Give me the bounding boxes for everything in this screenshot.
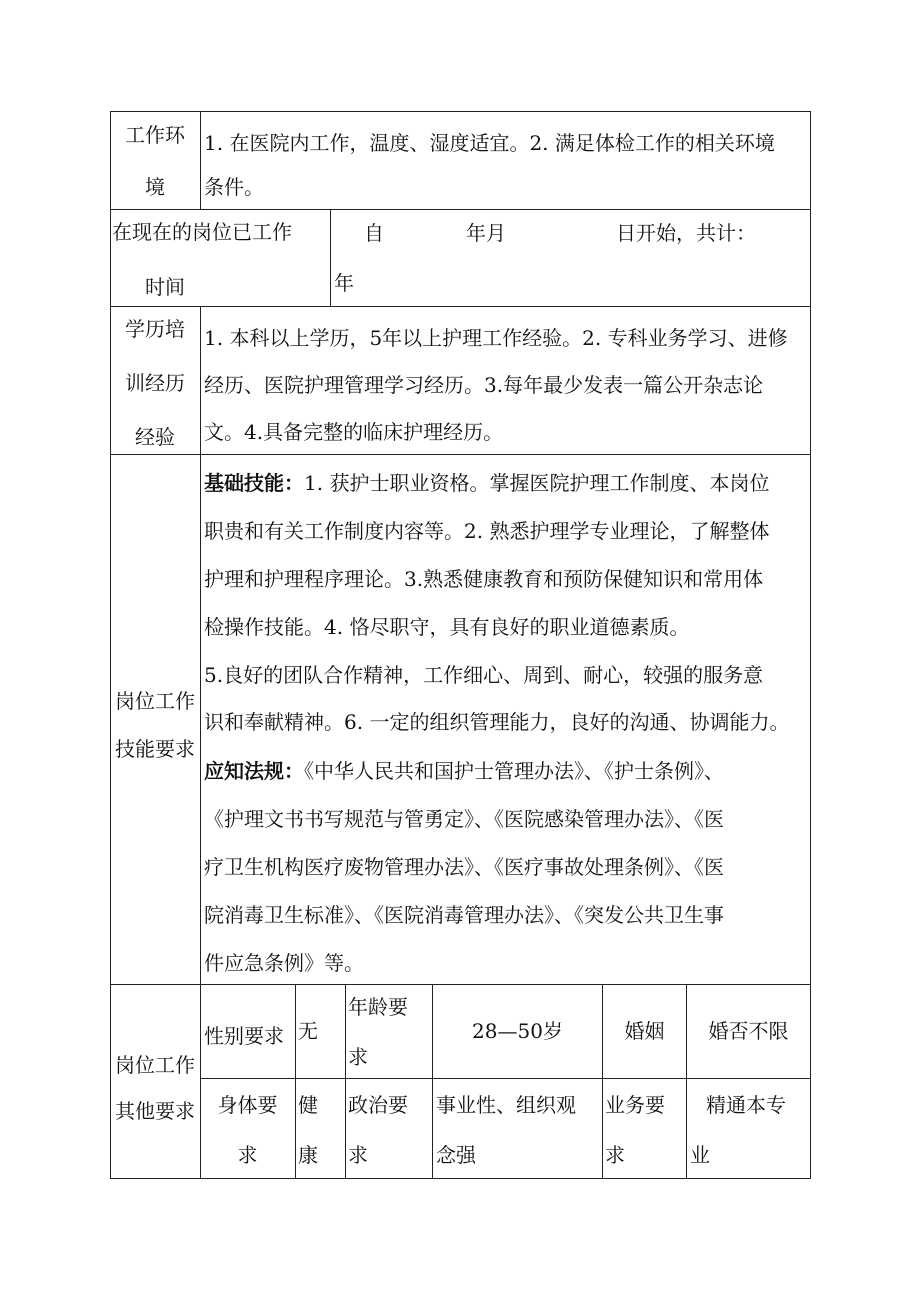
tenure-year-month: 年月 — [466, 221, 506, 245]
col-divider — [330, 209, 331, 306]
env-text-line2: 条件。 — [204, 175, 264, 199]
basic-skills-line1 — [204, 468, 769, 498]
edu-label-line3: 经验 — [135, 425, 175, 449]
row-divider — [200, 1078, 811, 1079]
business-value-line1: 精通本专 — [706, 1093, 786, 1117]
basic-skills-line2: 职贵和有关工作制度内容等。2. 熟悉护理学专业理论，了解整体 — [204, 519, 770, 543]
basic-skills-text: 1. 获护士职业资格。掌握医院护理工作制度、本岗位 — [304, 471, 770, 495]
basic-skills-line3: 护理和护理程序理论。3.熟悉健康教育和预防保健知识和常用体 — [204, 567, 764, 591]
env-label-line1: 工作环 — [125, 123, 185, 147]
laws-line2: 《护理文书书写规范与管勇定》、《医院感染管理办法》、《医 — [204, 807, 724, 831]
laws-line4: 院消毒卫生标准》、《医院消毒管理办法》、《突发公共卫生事 — [204, 903, 724, 927]
marriage-label: 婚姻 — [624, 1019, 665, 1043]
politics-label-line1: 政治要 — [348, 1093, 408, 1117]
col-divider — [602, 984, 603, 1179]
col-divider — [345, 984, 346, 1179]
row-divider — [110, 306, 811, 307]
env-label-line2: 境 — [145, 175, 165, 199]
basic-skills-title: 基础技能： — [204, 471, 304, 495]
col-divider — [686, 984, 687, 1179]
marriage-value: 婚否不限 — [708, 1019, 789, 1043]
edu-label-line2: 训经历 — [125, 371, 185, 395]
table-border-right — [810, 111, 811, 1179]
other-label-line2: 其他要求 — [115, 1099, 195, 1123]
tenure-label-line1: 在现在的岗位已工作 — [112, 220, 292, 244]
age-label-line1: 年龄要 — [348, 995, 408, 1019]
row-divider — [110, 209, 811, 210]
col-divider — [432, 984, 433, 1179]
row-divider — [110, 111, 811, 112]
other-label-line1: 岗位工作 — [115, 1053, 195, 1077]
row-divider — [110, 454, 811, 455]
col-divider — [295, 984, 296, 1179]
laws-line3: 疗卫生机构医疗废物管理办法》、《医疗事故处理条例》、《医 — [204, 855, 724, 879]
edu-text-line1: 1. 本科以上学历，5年以上护理工作经验。2. 专科业务学习、进修 — [204, 326, 788, 350]
gender-value: 无 — [298, 1019, 318, 1043]
edu-label-line1: 学历培 — [125, 317, 185, 341]
skills-label-line1: 岗位工作 — [115, 689, 195, 713]
tenure-from: 自 — [364, 221, 384, 245]
age-label-line2: 求 — [348, 1045, 368, 1069]
laws-line1 — [204, 756, 724, 786]
tenure-label-line2: 时间 — [145, 275, 185, 299]
business-label-line1: 业务要 — [605, 1093, 665, 1117]
tenure-day-start: 日开始，共计： — [616, 221, 756, 245]
col-divider — [200, 306, 201, 1179]
politics-value-line2: 念强 — [436, 1143, 476, 1167]
body-value-line2: 康 — [298, 1143, 318, 1167]
edu-text-line2: 经历、医院护理管理学习经历。3.每年最少发表一篇公开杂志论 — [204, 373, 764, 397]
gender-label: 性别要求 — [204, 1024, 284, 1048]
laws-title: 应知法规： — [204, 759, 304, 783]
body-label-line1: 身体要 — [217, 1093, 278, 1117]
laws-text: 《中华人民共和国护士管理办法》、《护士条例》、 — [304, 759, 724, 783]
basic-skills-line4: 检操作技能。4. 恪尽职守，具有良好的职业道德素质。 — [204, 615, 690, 639]
edu-text-line3: 文。4.具备完整的临床护理经历。 — [204, 420, 504, 444]
skills-label-line2: 技能要求 — [115, 737, 195, 761]
business-value-line2: 业 — [690, 1143, 710, 1167]
tenure-year: 年 — [334, 271, 354, 295]
basic-skills-line6: 识和奉献精神。6. 一定的组织管理能力，良好的沟通、协调能力。 — [204, 710, 790, 734]
row-divider — [110, 984, 811, 985]
laws-line5: 件应急条例》等。 — [204, 951, 364, 975]
age-value: 28—50岁 — [472, 1019, 563, 1043]
basic-skills-line5: 5.良好的团队合作精神，工作细心、周到、耐心，较强的服务意 — [204, 663, 764, 687]
business-label-line2: 求 — [605, 1143, 625, 1167]
politics-label-line2: 求 — [348, 1143, 368, 1167]
body-value-line1: 健 — [298, 1093, 318, 1117]
politics-value-line1: 事业性、组织观 — [436, 1093, 576, 1117]
env-text-line1: 1. 在医院内工作，温度、湿度适宜。2. 满足体检工作的相关环境 — [204, 131, 775, 155]
body-label-line2: 求 — [237, 1143, 258, 1167]
table-border-bottom — [110, 1178, 811, 1179]
col-divider — [200, 111, 201, 209]
